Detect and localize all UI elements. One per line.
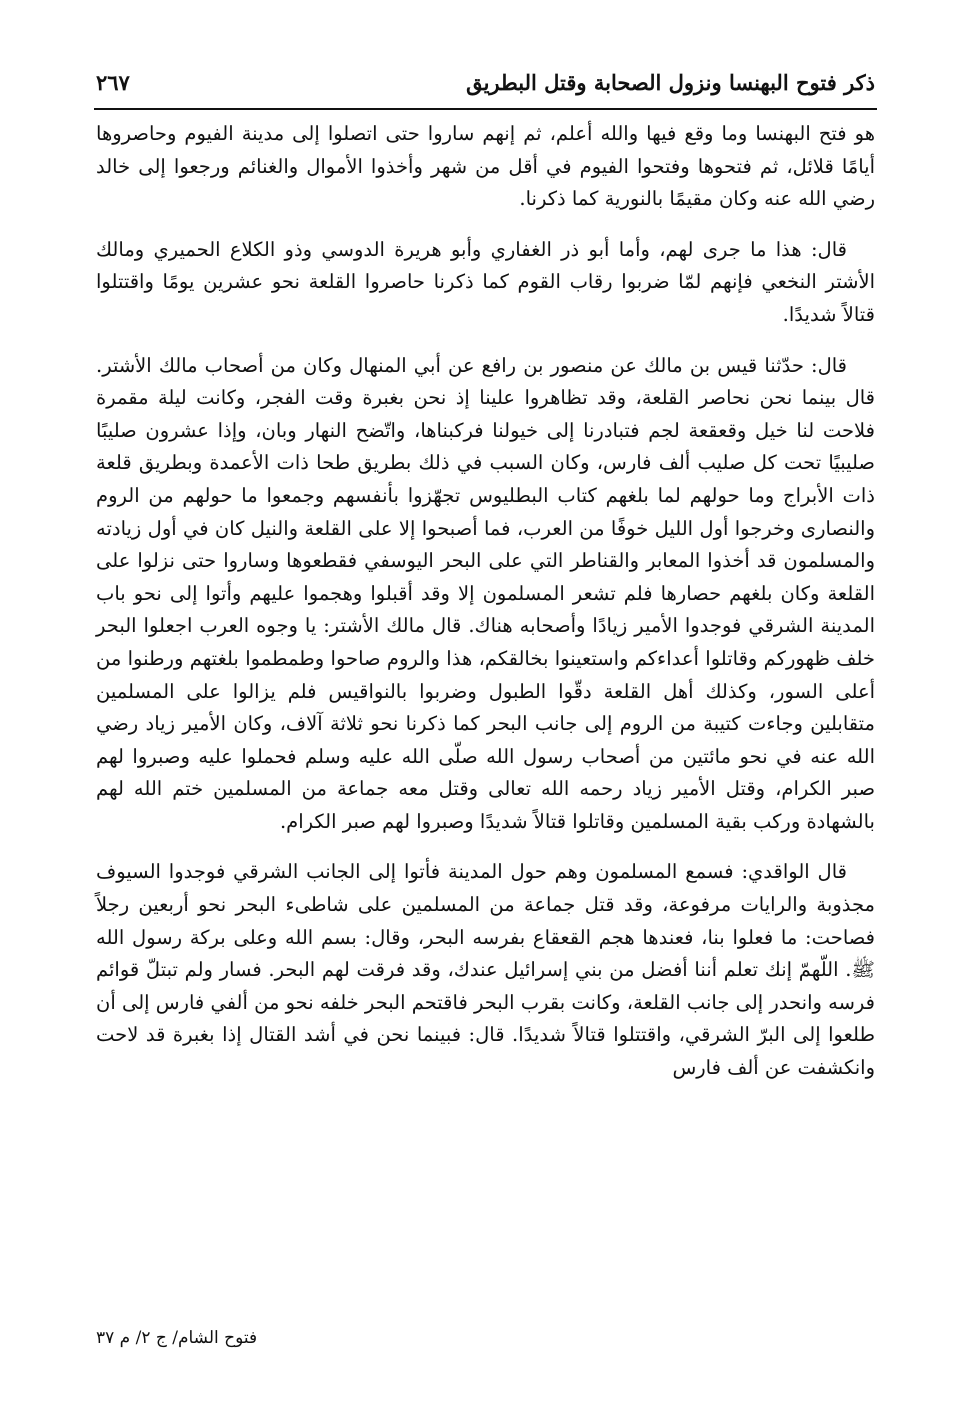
header-rule bbox=[94, 108, 877, 110]
paragraph-1: هو فتح البهنسا وما وقع فيها والله أعلم، ثم إنهم ساروا حتى اتصلوا إلى مدينة الفيوم وحاصروها أيامًا قلائل، ثم فتحوها وفتحوا الفيوم في أقل من شهر وأخذوا الأموال والغنائم ورجعوا إلى خالد رضي الله عنه وكان مقيمًا بالنورية كما ذكرنا. bbox=[96, 122, 875, 211]
body-text bbox=[96, 118, 875, 1103]
signature-mark: فتوح الشام/ ج ٢/ م ٣٧ bbox=[96, 1328, 258, 1348]
paragraph-2: قال: هذا ما جرى لهم، وأما أبو ذر الغفاري وأبو هريرة الدوسي وذو الكلاع الحميري ومالك الأشتر النخعي فإنهم لمّا ضربوا رقاب القوم كما ذكرنا حاصروا القلعة نحو عشرين يومًا واقتتلوا قتالاً شديدًا. bbox=[96, 237, 875, 326]
paragraph-3: قال: حدّثنا قيس بن مالك عن منصور بن رافع عن أبي المنهال وكان من أصحاب مالك الأشتر. قال بينما نحن نحاصر القلعة، وقد تظاهروا علينا إذ نحن بغبرة وقت الفجر، وكانت ليلة مقمرة فلاحت لنا خيل وقعقعة لجم فتبادرنا إلى خيولنا فركبناها، واتّضح النهار وبان، وإذا عشرون صليبًا صليبيًا تحت كل صليب ألف فارس، وكان السبب في ذلك بطريق طحا ذات الأعمدة وبطريق قلعة ذات الأبراج وما حولهم لما بلغهم كتاب البطليوس تجهّزوا بأنفسهم وجمعوا ما حولهم من الروم والنصارى وخرجوا أول الليل خوفًا من العرب، فما أصبحوا إلا على القلعة والنيل كان في أول زيادته والمسلمون قد أخذوا المعابر والقناطر التي على البحر اليوسفي فقطعوها وساروا حتى نزلوا على القلعة وكان بلغهم حصارها فلم تشعر المسلمون إلا وقد أقبلوا وهجموا عليهم وأتوا إلى نحو باب المدينة الشرقي فوجدوا الأمير زيادًا وأصحابه هناك. قال مالك الأشتر: يا وجوه العرب اجعلوا البحر خلف ظهوركم وقاتلوا أعداءكم واستعينوا بخالقكم، هذا والروم صاحوا وطمطموا بلغتهم ورطنوا من أعلى السور، وكذلك أهل القلعة دقّوا الطبول وضربوا بالنواقيس فلم يزالوا على المسلمين متقابلين وجاءت كتيبة من الروم إلى جانب البحر كما ذكرنا نحو ثلاثة آلاف، وكان الأمير زياد رضي الله عنه في نحو مائتين من أصحاب رسول الله صلّى الله عليه وسلم فحملوا عليه وصبروا لهم صبر الكرام، وقتل الأمير زياد رحمه الله تعالى وقتل معه جماعة من المسلمين ختم الله لهم بالشهادة وركب بقية المسلمين وقاتلوا قتالاً شديدًا وصبروا لهم صبر الكرام. bbox=[96, 353, 875, 833]
running-head bbox=[96, 62, 875, 102]
chapter-title: ذكر فتوح البهنسا ونزول الصحابة وقتل البطريق bbox=[466, 69, 875, 95]
paragraph-4: قال الواقدي: فسمع المسلمون وهم حول المدينة فأتوا إلى الجانب الشرقي فوجدوا السيوف مجذوبة والرايات مرفوعة، وقد قتل جماعة من المسلمين على شاطىء البحر نحو أربعين رجلاً فصاحت: ما فعلوا بنا، فعندها هجم القعقاع بفرسه البحر، وقال: بسم الله وعلى بركة رسول الله ﷺ. اللّهمّ إنك تعلم أننا أفضل من بني إسرائيل عندك، وقد فرقت لهم البحر. فسار ولم تبتلّ قوائم فرسه وانحدر إلى جانب القلعة، وكانت بقرب البحر فاقتحم البحر خلفه نحو من ألفي فارس إلى أن طلعوا إلى البرّ الشرقي، واقتتلوا قتالاً شديدًا. قال: فبينما نحن في أشد القتال إذا بغبرة قد لاحت وانكشفت عن ألف فارس bbox=[96, 860, 875, 1080]
page-number: ٢٦٧ bbox=[96, 69, 130, 95]
